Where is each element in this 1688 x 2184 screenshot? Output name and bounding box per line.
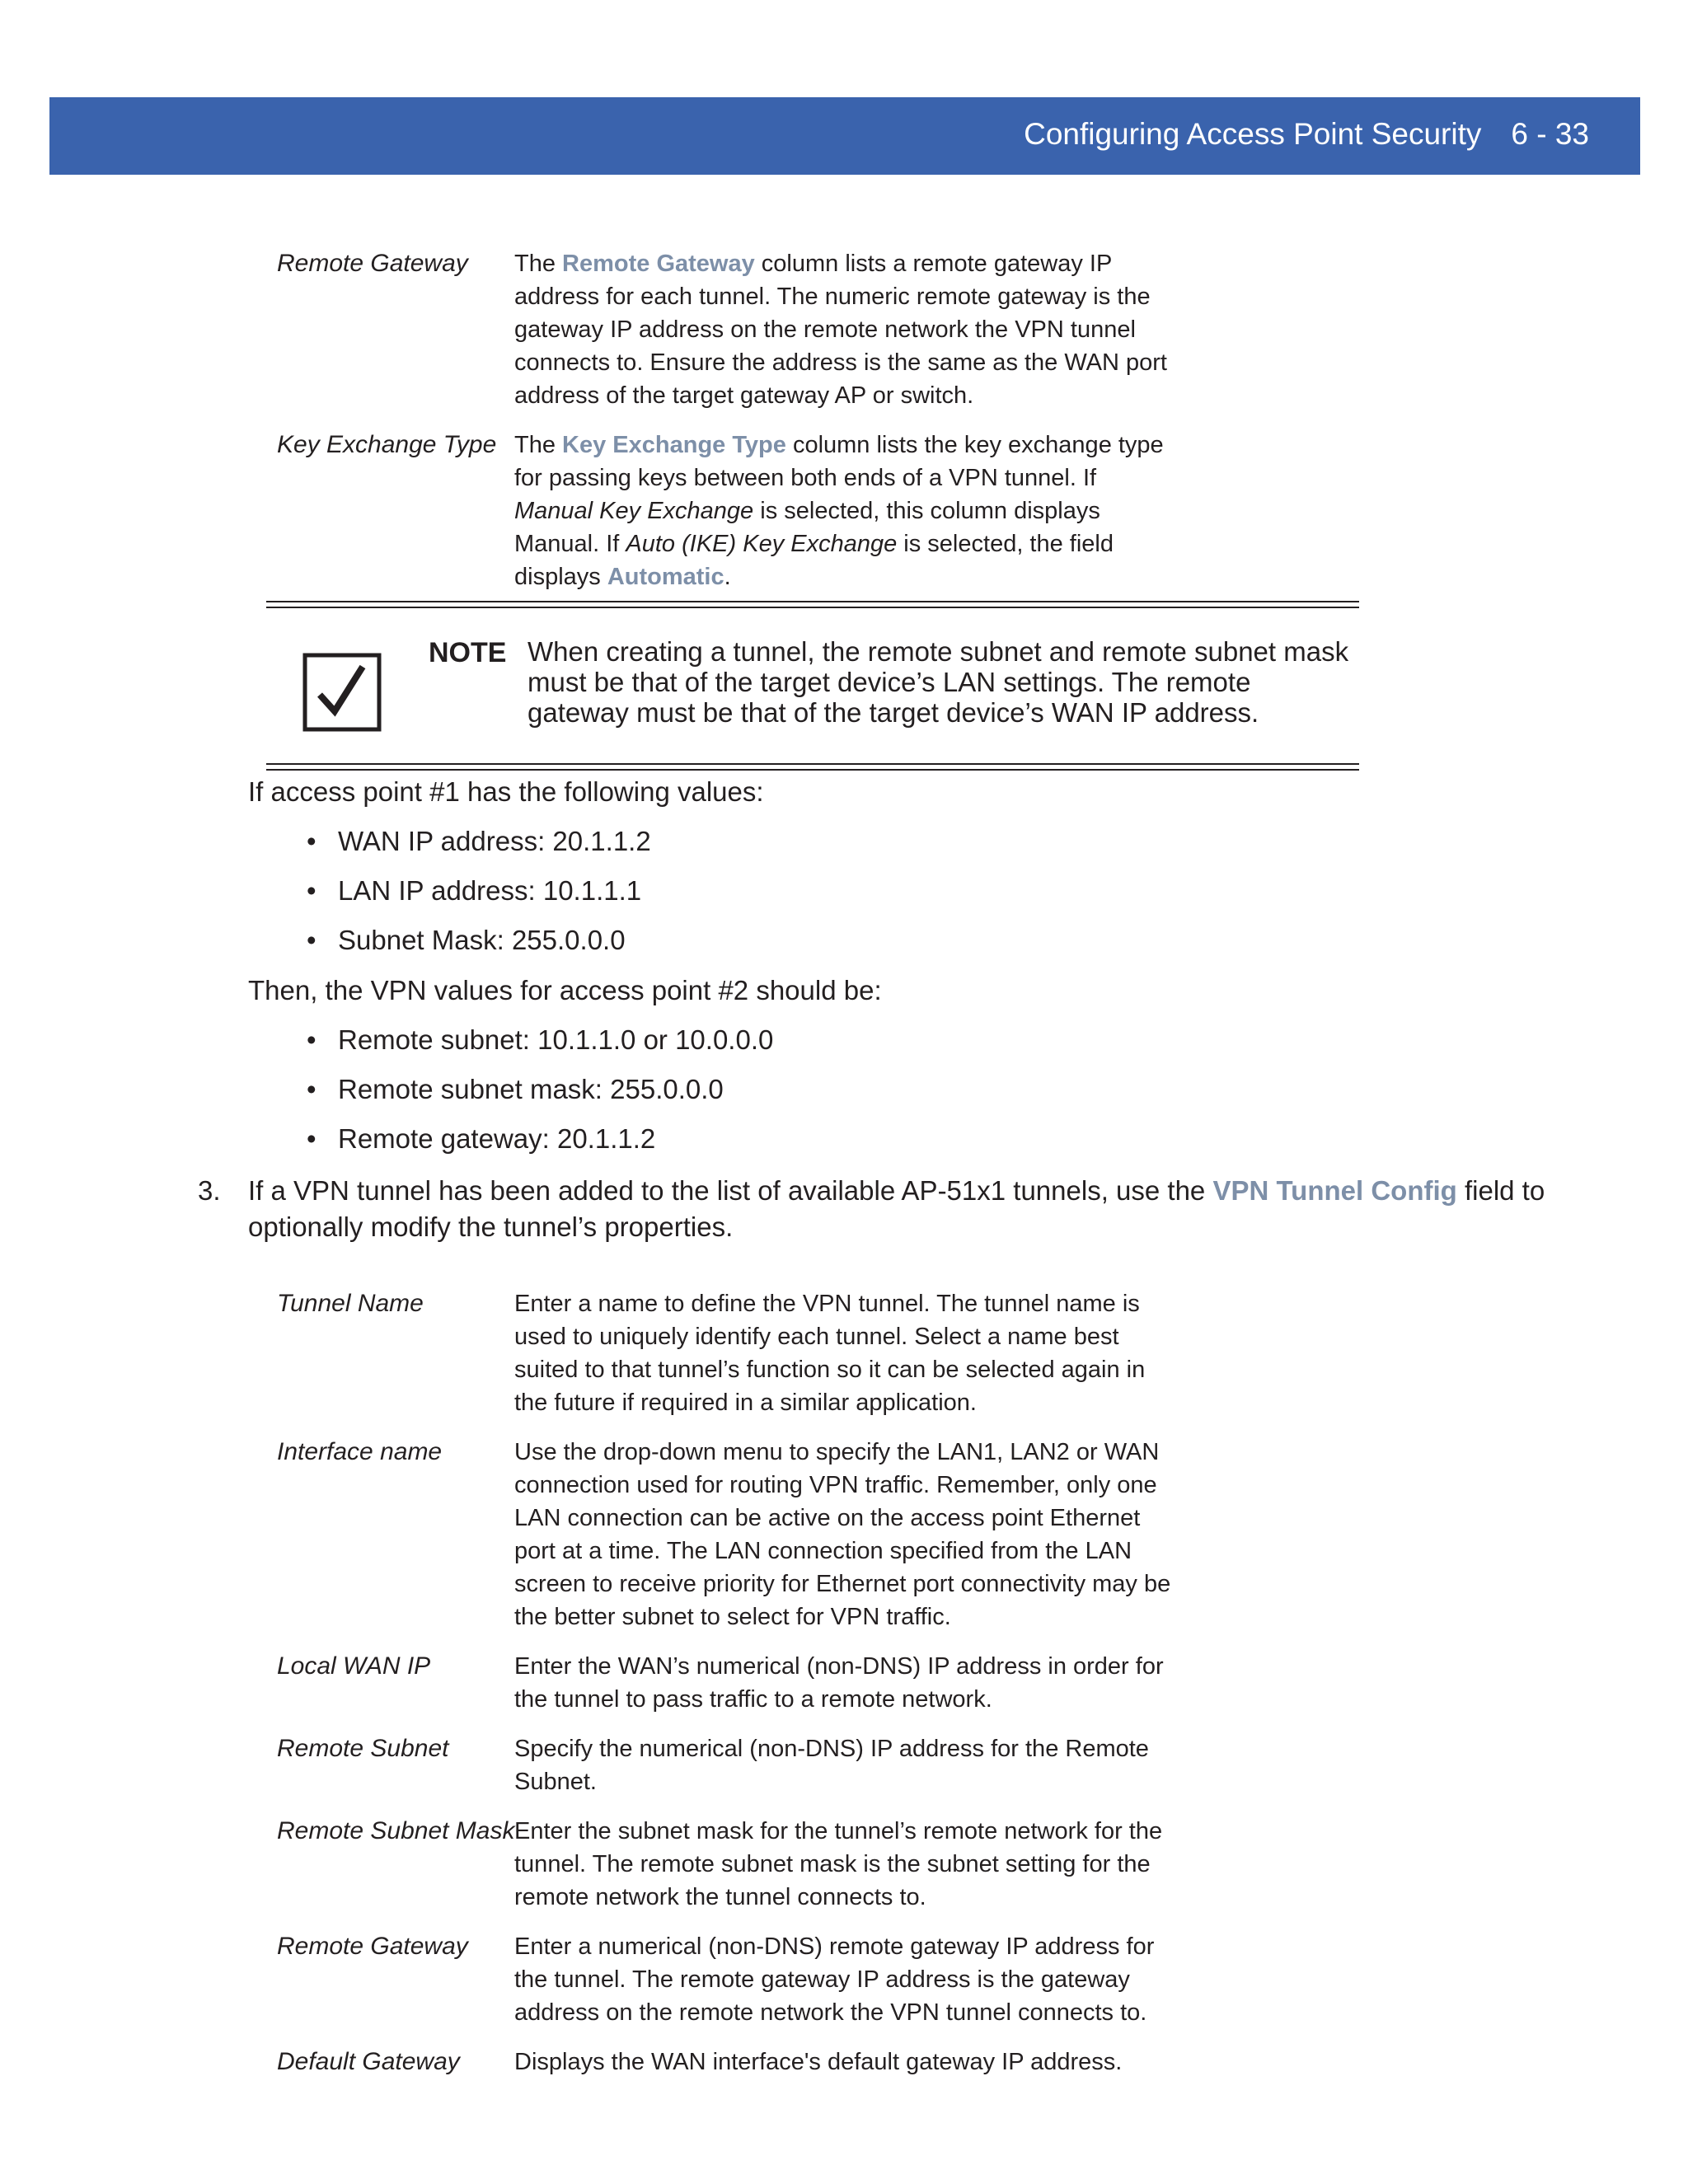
definition-desc: The Remote Gateway column lists a remote gateway IP address for each tunnel. The numeric remote gateway is the gateway IP address on the remote network the VPN tunnel connects to. Ensure the address is the same as the WAN port address of the target gateway AP or switch.	[514, 251, 1167, 409]
definition-row	[277, 247, 1174, 412]
definition-term: Default Gateway	[277, 2048, 460, 2075]
note-label: NOTE	[429, 637, 507, 668]
definition-desc: Displays the WAN interface's default gateway IP address.	[514, 2049, 1123, 2075]
definition-term: Remote Subnet Mask	[277, 1817, 515, 1844]
definition-term: Interface name	[277, 1438, 443, 1465]
definition-term: Tunnel Name	[277, 1290, 424, 1317]
page-header	[1024, 115, 1589, 153]
definition-desc: Enter the WAN’s numerical (non-DNS) IP address in order for the tunnel to pass traffic to a remote network.	[514, 1653, 1164, 1713]
step-number: 3.	[198, 1175, 221, 1206]
ui-term-highlight: VPN Tunnel Config	[1212, 1175, 1457, 1206]
definition-row	[277, 2046, 1174, 2079]
tunnel-config-table	[277, 1287, 1174, 2079]
ui-term-highlight: Automatic	[607, 564, 724, 590]
list-item: • Remote subnet: 10.1.1.0 or 10.0.0.0	[307, 1024, 774, 1055]
note-text: When creating a tunnel, the remote subnet and remote subnet mask must be that of the target device’s LAN settings. The remote gateway must be that of the target device’s WAN IP address.	[528, 636, 1349, 728]
definition-desc: Use the drop-down menu to specify the LAN1, LAN2 or WAN connection used for routing VPN traffic. Remember, only one LAN connection can be active on the access point Ethernet port at a time. The LAN connection specified from the LAN screen to receive priority for Ethernet port connectivity may be the better subnet to select for VPN traffic.	[514, 1439, 1171, 1630]
ui-term-highlight: Key Exchange Type	[562, 432, 786, 458]
definition-term: Key Exchange Type	[277, 431, 497, 458]
definition-row	[277, 429, 1174, 593]
definition-row	[277, 1815, 1174, 1914]
ui-term-highlight: Remote Gateway	[562, 251, 755, 277]
list-item: • LAN IP address: 10.1.1.1	[307, 875, 642, 906]
ap2-intro: Then, the VPN values for access point #2 should be:	[248, 975, 882, 1005]
definition-desc: Enter a name to define the VPN tunnel. The tunnel name is used to uniquely identify each tunnel. Select a name best suited to that tunnel’s function so it can be selected again in the future if required in a similar application.	[514, 1291, 1146, 1416]
section-title: Configuring Access Point Security	[1024, 117, 1482, 151]
definition-desc: The Key Exchange Type column lists the key exchange type for passing keys between both ends of a VPN tunnel. If Manual Key Exchange is selected, this column displays Manual. If Auto (IKE) Key Exchange is selected, the field displays Automatic.	[514, 432, 1164, 590]
definition-row	[277, 1732, 1174, 1798]
definition-term: Remote Subnet	[277, 1735, 449, 1762]
definition-desc: Specify the numerical (non-DNS) IP address for the Remote Subnet.	[514, 1736, 1149, 1795]
definition-row	[277, 1287, 1174, 1419]
definition-term: Remote Gateway	[277, 250, 468, 277]
list-item: • WAN IP address: 20.1.1.2	[307, 826, 651, 856]
definition-term: Local WAN IP	[277, 1652, 431, 1680]
checkmark-icon	[302, 652, 382, 733]
list-item: • Remote gateway: 20.1.1.2	[307, 1123, 656, 1154]
column-definition-table	[277, 247, 1174, 593]
definition-term: Remote Gateway	[277, 1933, 468, 1960]
note-bottom-rule	[266, 763, 1359, 771]
definition-row	[277, 1436, 1174, 1633]
page-header-bar	[49, 97, 1640, 175]
list-item: • Remote subnet mask: 255.0.0.0	[307, 1074, 724, 1104]
definition-desc: Enter a numerical (non-DNS) remote gateway IP address for the tunnel. The remote gateway IP address is the gateway address on the remote network the VPN tunnel connects to.	[514, 1933, 1155, 2026]
note-top-rule	[266, 601, 1359, 608]
definition-desc: Enter the subnet mask for the tunnel’s remote network for the tunnel. The remote subnet mask is the subnet setting for the remote network the tunnel connects to.	[514, 1818, 1163, 1910]
definition-row	[277, 1650, 1174, 1716]
step-text: If a VPN tunnel has been added to the list of available AP-51x1 tunnels, use the VPN Tunnel Config field to optionally modify the tunnel’s properties.	[248, 1175, 1545, 1242]
page-number: 6 - 33	[1511, 117, 1589, 151]
ap1-intro: If access point #1 has the following values:	[248, 776, 764, 807]
definition-row	[277, 1930, 1174, 2029]
list-item: • Subnet Mask: 255.0.0.0	[307, 925, 626, 955]
